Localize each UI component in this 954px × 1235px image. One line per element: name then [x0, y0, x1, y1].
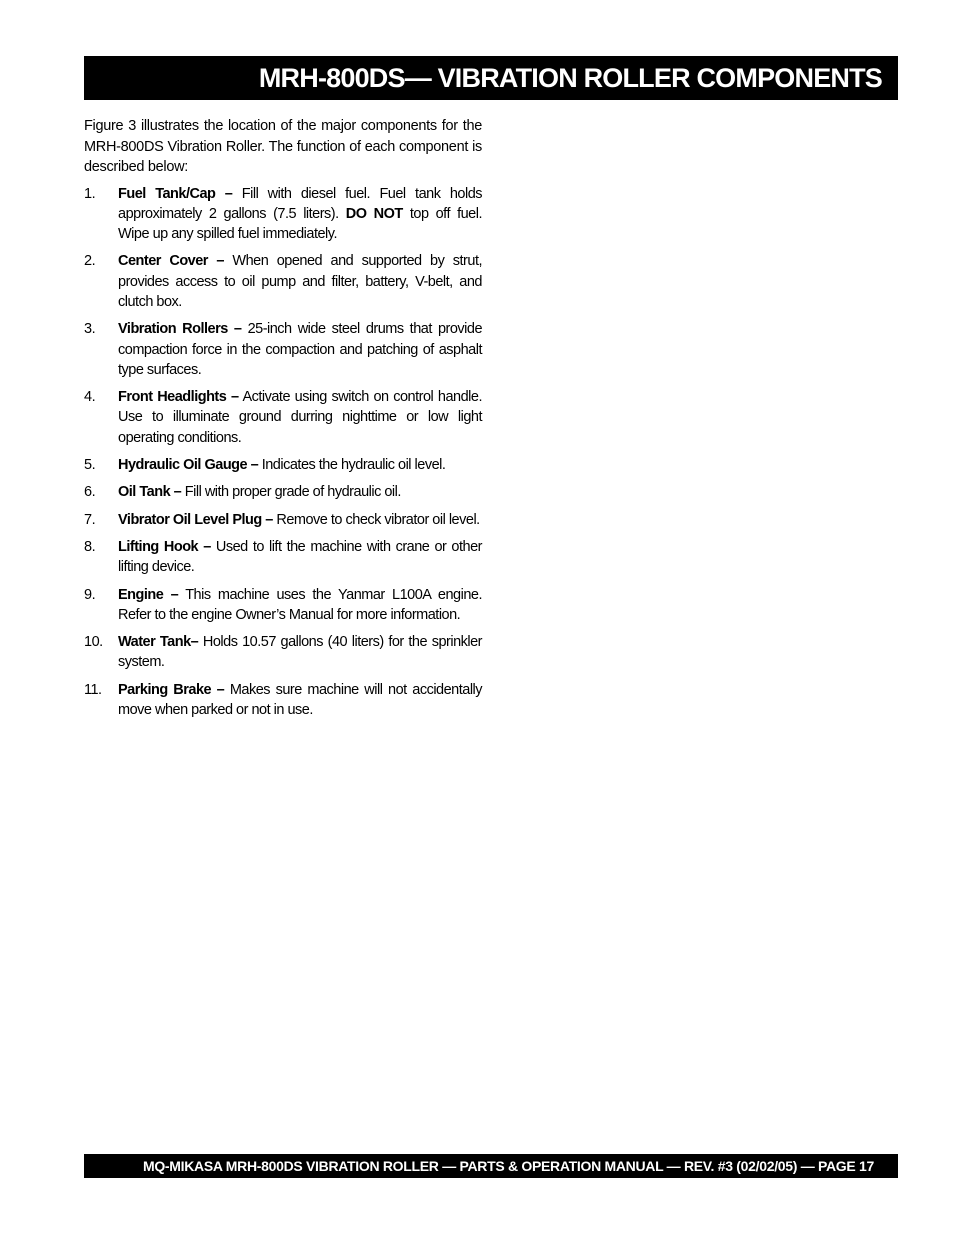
item-text — [118, 387, 482, 448]
item-description: Makes sure machine will not accidentally move when parked or not in use. — [118, 681, 483, 719]
item-number: 8. — [84, 538, 96, 555]
list-item — [84, 510, 482, 530]
item-term: Engine – — [118, 586, 179, 603]
list-item — [84, 251, 482, 312]
list-item — [84, 184, 482, 245]
item-term: Vibrator Oil Level Plug – — [118, 511, 273, 528]
list-item — [84, 455, 482, 475]
item-text — [118, 537, 482, 578]
intro-paragraph: Figure 3 illustrates the location of the major components for the MRH-800DS Vibration Roller. The function of each component is described below: — [84, 118, 482, 175]
item-description: This machine uses the Yanmar L100A engine. Refer to the engine Owner’s Manual for more information. — [118, 586, 482, 623]
item-text — [118, 680, 482, 721]
item-number: 3. — [84, 321, 96, 338]
item-term: Center Cover – — [118, 253, 224, 270]
item-text — [118, 510, 482, 530]
item-description: Remove to check vibrator oil level. — [276, 511, 480, 528]
list-item — [84, 680, 482, 721]
item-term: Parking Brake – — [118, 681, 225, 698]
component-list — [84, 184, 482, 721]
page-footer: MQ-MIKASA MRH-800DS VIBRATION ROLLER — PARTS & OPERATION MANUAL — REV. #3 (02/02/05) — PAGE 17 — [84, 1154, 898, 1178]
item-text — [118, 319, 482, 380]
list-item — [84, 319, 482, 380]
item-text — [118, 184, 482, 245]
page-title: MRH-800DS— VIBRATION ROLLER COMPONENTS — [84, 56, 898, 100]
list-item — [84, 387, 482, 448]
item-description: Fill with diesel fuel. Fuel tank holds approximately 2 gallons (7.5 liters). — [118, 185, 483, 222]
item-term: Hydraulic Oil Gauge – — [118, 457, 259, 474]
item-text — [118, 251, 482, 312]
item-number: 6. — [84, 484, 96, 501]
item-description-continued: top off fuel. Wipe up any spilled fuel immediately. — [118, 205, 482, 243]
item-term: Lifting Hook – — [118, 538, 211, 555]
item-number: 2. — [84, 253, 96, 270]
item-text — [118, 632, 482, 673]
list-item — [84, 632, 482, 673]
item-description: Holds 10.57 gallons (40 liters) for the sprinkler system. — [118, 634, 483, 671]
item-description: 25-inch wide steel drums that provide compaction force in the compaction and patching of asphalt type surfaces. — [118, 321, 483, 378]
item-number: 10. — [84, 634, 103, 651]
item-term: Front Headlights – — [118, 389, 239, 406]
item-text — [118, 585, 482, 626]
item-number: 5. — [84, 457, 96, 474]
item-term: Vibration Rollers – — [118, 321, 242, 338]
item-description: When opened and supported by strut, provides access to oil pump and filter, battery, V-belt, and clutch box. — [118, 253, 483, 310]
item-number: 9. — [84, 586, 96, 603]
main-content — [84, 116, 482, 727]
item-number: 11. — [84, 681, 102, 698]
item-term: Water Tank– — [118, 634, 199, 651]
item-description: Activate using switch on control handle. Use to illuminate ground durring nighttime or low light operating conditions. — [118, 389, 482, 446]
item-number: 4. — [84, 389, 96, 406]
item-number: 1. — [84, 185, 96, 202]
item-description: Indicates the hydraulic oil level. — [261, 457, 446, 474]
item-description: Used to lift the machine with crane or other lifting device. — [118, 538, 482, 576]
item-term: Fuel Tank/Cap – — [118, 185, 233, 202]
list-item — [84, 537, 482, 578]
item-text — [118, 455, 482, 475]
item-description: Fill with proper grade of hydraulic oil. — [184, 484, 401, 501]
list-item — [84, 585, 482, 626]
item-text — [118, 482, 482, 502]
item-emphasis: DO NOT — [345, 205, 403, 222]
list-item — [84, 482, 482, 502]
item-term: Oil Tank – — [118, 484, 182, 501]
item-number: 7. — [84, 511, 96, 528]
